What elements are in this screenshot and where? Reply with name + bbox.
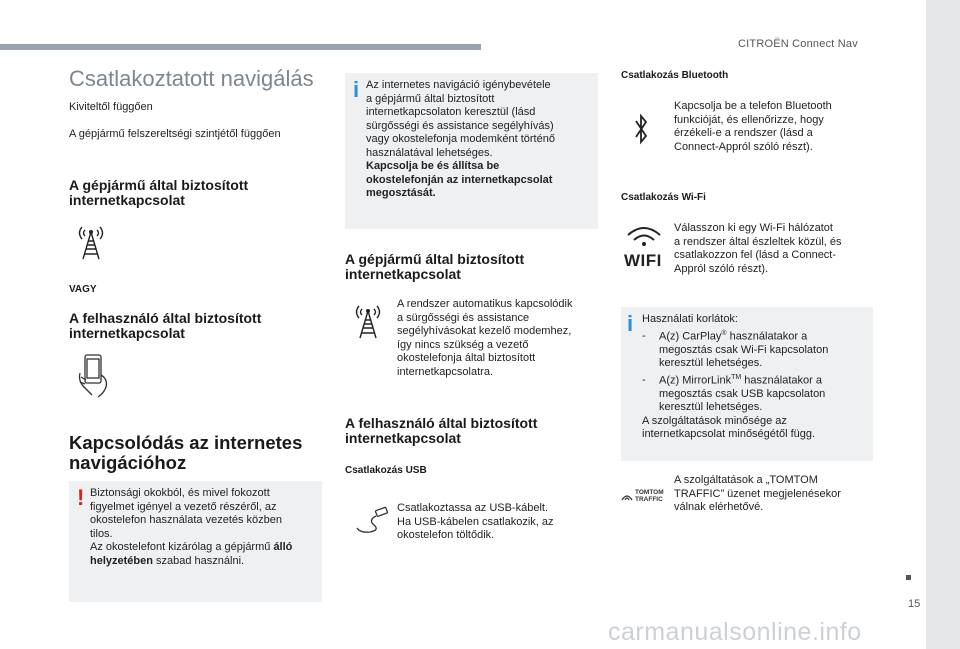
antenna-icon-2: [351, 303, 385, 341]
wifi-heading: Csatlakozás Wi-Fi: [621, 192, 706, 203]
page-title: Csatlakoztatott navigálás: [69, 66, 314, 91]
vehicle-connection-heading: A gépjármű által biztosított internetkapcsolat: [69, 177, 249, 208]
trim-note: A gépjármű felszereltségi szintjétől függően: [69, 128, 281, 140]
vehicle-connection-heading-2: A gépjármű által biztosított internetkapcsolat: [345, 251, 525, 282]
limit-carplay: - A(z) CarPlay® használatakor a megosztás csak Wi-Fi kapcsolaton keresztül lehetséges.: [642, 329, 829, 370]
page-edge-strip: [926, 0, 960, 649]
page-number: 15: [908, 598, 921, 610]
user-connection-heading-2: A felhasználó által biztosított internetkapcsolat: [345, 415, 538, 446]
page-marker: [906, 575, 911, 580]
bluetooth-icon: [633, 112, 649, 146]
tomtom-traffic-icon: TOMTOM TRAFFIC: [620, 488, 666, 508]
info-text: Az internetes navigáció igénybevétele a gépjármű által biztosított internetkapcsolaton keresztül (lásd sürgősségi és assistance segélyhívás) vagy okostelefonja modemként történő használatával lehetséges. Kapcsolja be és állítsa be okostelefonján az internetkapcsolat megosztását.: [366, 79, 555, 199]
auto-connection-text: A rendszer automatikus kapcsolódik a sürgősségi és assistance segélyhívásokat kezelő modemhez, így nincs szükség a vezető okostelefonja által biztosított internetkapcsolatra.: [397, 298, 573, 378]
warning-box: [69, 481, 322, 602]
tomtom-text: A szolgáltatások a „TOMTOM TRAFFIC” üzenet megjelenésekor válnak elérhetővé.: [674, 474, 841, 513]
header-bar: [0, 44, 481, 50]
info-box: [345, 73, 598, 229]
usb-text: Csatlakoztassa az USB-kábelt. Ha USB-kábelen csatlakozik, az okostelefon töltődik.: [397, 502, 554, 541]
limit-mirrorlink: - A(z) MirrorLink™ használatakor a megosztás csak USB kapcsolaton keresztül lehetséges.: [642, 373, 826, 414]
brand-label: CITROËN Connect Nav: [738, 38, 858, 50]
internet-navigation-heading: Kapcsolódás az internetes navigációhoz: [69, 432, 303, 473]
antenna-icon: [74, 224, 108, 262]
smartphone-hand-icon: [76, 353, 116, 399]
warning-text: Biztonsági okokból, és mivel fokozott figyelmet igényel a vezető részéről, az okostelefon használata vezetés közben tilos. Az okostelefont kizárólag a gépjármű álló helyzetében szabad használni.: [90, 487, 293, 567]
limits-box: [621, 307, 873, 461]
bluetooth-text: Kapcsolja be a telefon Bluetooth funkcióját, és ellenőrizze, hogy érzékeli-e a rendszer (lásd a Connect-Appról szóló részt).: [674, 100, 832, 153]
usb-cable-icon: [354, 506, 390, 534]
usb-heading: Csatlakozás USB: [345, 465, 427, 476]
model-note: Kiviteltől függően: [69, 101, 153, 113]
user-connection-heading: A felhasználó által biztosított internetkapcsolat: [69, 310, 262, 341]
watermark: carmanualsonline.info: [608, 618, 862, 646]
or-label: VAGY: [69, 284, 97, 295]
limits-text: Használati korlátok: - A(z) CarPlay® használatakor a megosztás csak Wi-Fi kapcsolaton keresztül lehetséges. - A(z) MirrorLink™ használatakor a megosztás csak USB kapcsolaton keresztül lehetséges. A szolgáltatások minősége az internetkapcsolat minőségétől függ.: [642, 313, 870, 442]
wifi-icon: WIFI: [624, 225, 664, 267]
info-icon: i: [353, 77, 360, 102]
warning-icon: !: [77, 485, 85, 510]
bluetooth-heading: Csatlakozás Bluetooth: [621, 70, 729, 81]
wifi-text: Válasszon ki egy Wi-Fi hálózatot a rendszer által észleltek közül, és csatlakozzon fel (lásd a Connect- Appról szóló részt).: [674, 222, 842, 275]
info-icon-2: i: [627, 311, 634, 336]
